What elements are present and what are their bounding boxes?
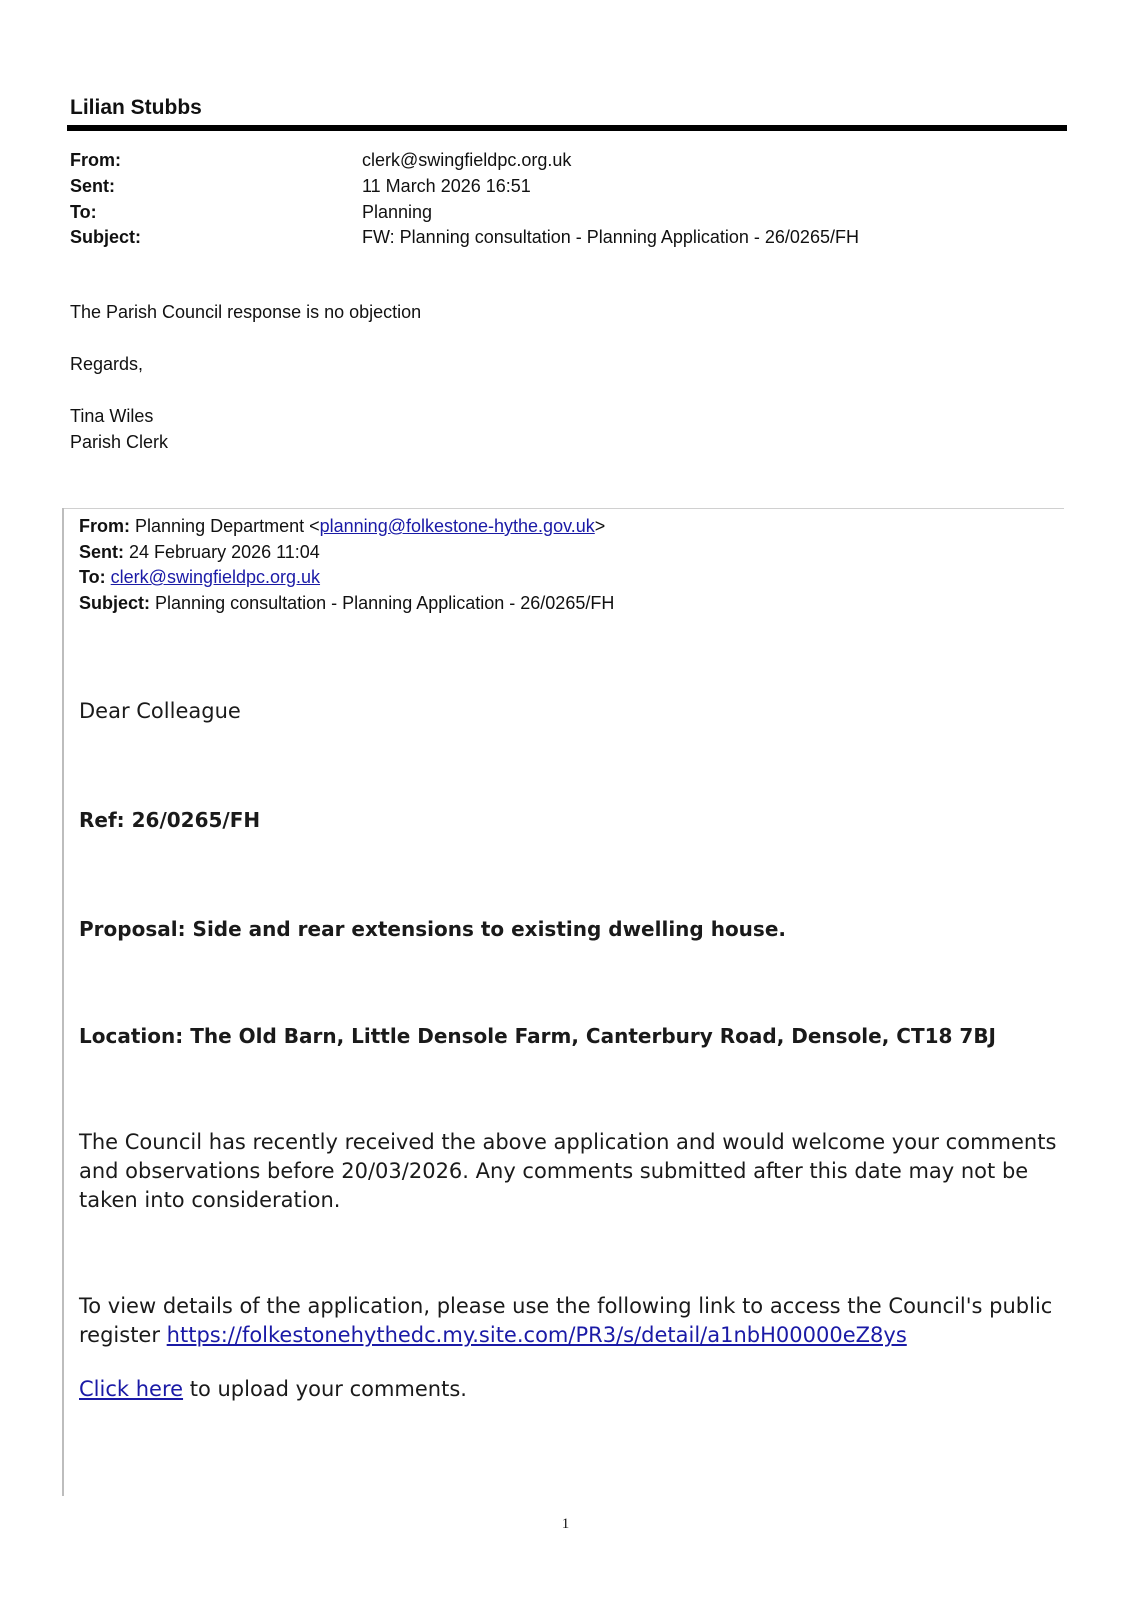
page-number: 1 (561, 1516, 570, 1532)
fw-to-email-link[interactable]: clerk@swingfieldpc.org.uk (110, 567, 321, 587)
register-paragraph (79, 1292, 1059, 1350)
upload-paragraph (79, 1375, 1059, 1404)
fw-from-email-link[interactable]: planning@folkestone-hythe.gov.uk (319, 516, 595, 536)
fw-sent-label: Sent: (79, 542, 124, 562)
location-line: Location: The Old Barn, Little Densole Farm, Canterbury Road, Densole, CT18 7BJ (79, 1024, 997, 1048)
fw-from (79, 516, 605, 537)
fw-from-close: > (594, 516, 606, 536)
fw-sent-value: 24 February 2026 11:04 (129, 542, 320, 562)
signature-name: Tina Wiles (70, 406, 154, 426)
header-rule (67, 125, 1067, 131)
public-register-link[interactable]: https://folkestonehythedc.my.site.com/PR3/s/detail/a1nbH00000eZ8ys (166, 1323, 907, 1347)
to-value: Planning (362, 202, 433, 222)
proposal-line: Proposal: Side and rear extensions to existing dwelling house. (79, 917, 786, 941)
from-value: clerk@swingfieldpc.org.uk (362, 150, 572, 170)
quote-divider (64, 508, 1064, 509)
sent-label: Sent: (70, 176, 115, 196)
sender-name: Lilian Stubbs (70, 96, 202, 119)
fw-sent (79, 542, 320, 563)
upload-text: to upload your comments. (183, 1377, 467, 1401)
signature-title: Parish Clerk (70, 432, 169, 452)
fw-from-label: From: (79, 516, 130, 536)
fw-subject-label: Subject: (79, 593, 151, 613)
register-text: To view details of the application, please use the following link to access the Council's public register (79, 1294, 1053, 1347)
reply-line: The Parish Council response is no objection (70, 302, 422, 322)
greeting: Dear Colleague (79, 699, 241, 723)
regards: Regards, (70, 354, 144, 374)
fw-to (79, 567, 320, 588)
subject-label: Subject: (70, 227, 142, 247)
sent-value: 11 March 2026 16:51 (362, 176, 531, 196)
quote-bar (62, 508, 64, 1496)
from-label: From: (70, 150, 121, 170)
click-here-link[interactable]: Click here (79, 1377, 184, 1401)
subject-value: FW: Planning consultation - Planning Application - 26/0265/FH (362, 227, 859, 247)
fw-subject-value: Planning consultation - Planning Application - 26/0265/FH (155, 593, 615, 613)
to-label: To: (70, 202, 97, 222)
ref-line: Ref: 26/0265/FH (79, 808, 261, 832)
fw-from-name: Planning Department < (135, 516, 320, 536)
fw-subject (79, 593, 614, 614)
consultation-paragraph: The Council has recently received the above application and would welcome your comments and observations before 20/03/2026. Any comments submitted after this date may not be taken into consideration. (79, 1130, 1057, 1212)
fw-to-label: To: (79, 567, 106, 587)
